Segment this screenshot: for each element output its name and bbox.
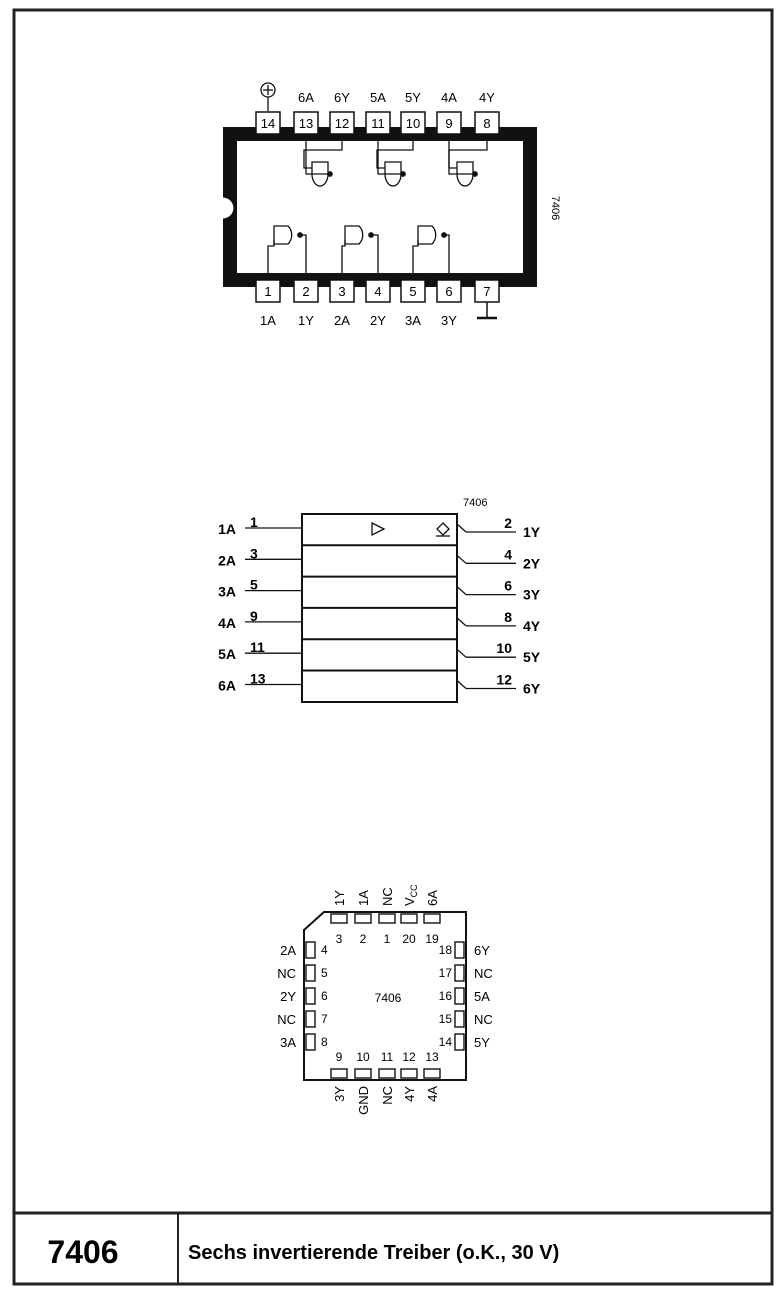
plcc-pin-19 <box>424 914 440 923</box>
dip-pin-label: 5Y <box>405 90 421 105</box>
plcc-pin-number: 16 <box>438 989 452 1003</box>
plcc-pin-label: 2Y <box>280 989 296 1004</box>
plcc-pin-1 <box>379 914 395 923</box>
logic-output-pin-number: 10 <box>496 640 512 657</box>
plcc-pin-number: 12 <box>402 1050 416 1064</box>
plcc-pin-18 <box>455 942 464 958</box>
dip-pin-label: 4A <box>441 90 457 105</box>
plcc-pin-label: 2A <box>280 943 296 958</box>
plcc-pin-8 <box>306 1034 315 1050</box>
dip-pin-number: 4 <box>374 284 382 299</box>
plcc-pin-label: 1A <box>356 890 371 906</box>
plcc-pin-2 <box>355 914 371 923</box>
plcc-pin-6 <box>306 988 315 1004</box>
plcc-pin-number: 10 <box>356 1050 370 1064</box>
inverter-gate-icon <box>345 226 363 244</box>
plcc-part-tag: 7406 <box>374 991 402 1005</box>
dip-pin-label: 2Y <box>370 313 386 328</box>
plcc-pin-label: 3A <box>280 1035 296 1050</box>
footer-title: Sechs invertierende Treiber (o.K., 30 V) <box>188 1242 560 1264</box>
logic-input-label: 6A <box>218 677 236 694</box>
logic-output-pin-number: 12 <box>496 671 512 688</box>
plcc-pin-number: 3 <box>335 932 343 946</box>
plcc-pin-16 <box>455 988 464 1004</box>
dip-pin-number: 14 <box>260 116 276 131</box>
plcc-pin-number: 2 <box>359 932 367 946</box>
dip-pin-number: 12 <box>334 116 350 131</box>
plcc-pin-number: 17 <box>438 966 452 980</box>
plcc-pin-label: 5A <box>474 989 490 1004</box>
plcc-pin-9 <box>331 1069 347 1078</box>
logic-output-label: 5Y <box>523 649 541 666</box>
dip-pin-label: 6Y <box>334 90 350 105</box>
plcc-pin-number: 7 <box>321 1012 328 1026</box>
dip-pin-label: 1Y <box>298 313 314 328</box>
plcc-pin-number: 18 <box>438 943 452 957</box>
plcc-pin-7 <box>306 1011 315 1027</box>
plcc-pin-number: 20 <box>402 932 416 946</box>
logic-output-pin-number: 6 <box>504 577 512 594</box>
buffer-qualifier-icon <box>372 523 384 535</box>
plcc-pin-label: GND <box>356 1086 371 1115</box>
plcc-pin-number: 19 <box>425 932 439 946</box>
dip-pin-number: 11 <box>371 116 385 131</box>
dip-pin-number: 1 <box>264 284 272 299</box>
dip-pin-number: 6 <box>445 284 453 299</box>
logic-input-label: 2A <box>218 552 236 569</box>
plcc-pin-label: NC <box>277 1012 296 1027</box>
dip-pinout-diagram <box>219 83 561 328</box>
plcc-pin-13 <box>424 1069 440 1078</box>
logic-input-label: 1A <box>218 521 236 537</box>
dip-notch-mask <box>219 197 225 219</box>
plcc-pin-number: 13 <box>425 1050 439 1064</box>
plcc-pin-label: NC <box>380 887 395 906</box>
dip-package-body <box>230 134 530 280</box>
inverter-gate-icon <box>274 226 292 244</box>
plcc-pin-label: 6Y <box>474 943 490 958</box>
plcc-pin-number: 14 <box>438 1035 452 1049</box>
plcc-pin-label: 1Y <box>332 890 347 906</box>
plcc-pin-label: NC <box>474 966 493 981</box>
plcc-pin-label: NC <box>474 1012 493 1027</box>
logic-output-label: 4Y <box>523 617 541 634</box>
logic-output-pin-number: 8 <box>504 608 512 625</box>
footer-part-code: 7406 <box>47 1234 119 1270</box>
dip-pin-label: 6A <box>298 90 314 105</box>
plcc-pin-5 <box>306 965 315 981</box>
plcc-pin-number: 1 <box>383 932 391 946</box>
plcc-pin-label: $V_{CC}$ <box>402 884 419 906</box>
plcc-pin-3 <box>331 914 347 923</box>
dip-pin-number: 10 <box>405 116 421 131</box>
logic-output-label: 3Y <box>523 586 541 603</box>
plcc-pin-12 <box>401 1069 417 1078</box>
logic-input-pin-number: 9 <box>250 607 258 624</box>
dip-pin-number: 13 <box>298 116 314 131</box>
plcc-pin-number: 9 <box>335 1050 343 1064</box>
dip-pin-label: 1A <box>260 313 276 328</box>
logic-input-pin-number: 13 <box>250 670 266 687</box>
plcc-pin-4 <box>306 942 315 958</box>
logic-symbol-diagram <box>218 497 541 702</box>
plcc-pin-label: 3Y <box>332 1086 347 1102</box>
dip-pin-number: 5 <box>409 284 417 299</box>
logic-output-pin-number: 4 <box>504 546 512 563</box>
plcc-pin-number: 4 <box>321 943 328 957</box>
logic-input-label: 5A <box>218 646 236 663</box>
plcc-pin-17 <box>455 965 464 981</box>
plcc-pin-number: 11 <box>380 1050 394 1064</box>
dip-pin-number: 3 <box>338 284 346 299</box>
logic-input-pin-number: 5 <box>250 576 258 593</box>
dip-pin-label: 5A <box>370 90 386 105</box>
logic-input-pin-number: 3 <box>250 545 258 562</box>
dip-pin-number: 7 <box>483 284 491 299</box>
plcc-pin-label: 5Y <box>474 1035 490 1050</box>
plcc-pin-10 <box>355 1069 371 1078</box>
logic-output-label: 1Y <box>523 524 541 540</box>
dip-part-tag: 7406 <box>549 195 561 221</box>
logic-input-label: 4A <box>218 614 236 631</box>
footer <box>14 1213 772 1284</box>
plcc-pin-number: 15 <box>438 1012 452 1026</box>
plcc-pin-label: 4A <box>425 1086 440 1102</box>
plcc-pin-number: 6 <box>321 989 328 1003</box>
open-collector-qualifier-icon <box>437 523 449 535</box>
dip-pin-label: 4Y <box>479 90 495 105</box>
logic-input-pin-number: 11 <box>250 639 265 656</box>
plcc-pin-number: 8 <box>321 1035 328 1049</box>
plcc-pin-number: 5 <box>321 966 328 980</box>
logic-input-pin-number: 1 <box>250 514 258 530</box>
logic-input-label: 3A <box>218 583 236 600</box>
dip-pin-number: 8 <box>483 116 491 131</box>
dip-pin-number: 2 <box>302 284 310 299</box>
logic-output-label: 2Y <box>523 555 541 572</box>
plcc-pin-label: NC <box>277 966 296 981</box>
plcc-pin-label: 4Y <box>402 1086 417 1102</box>
dip-pin-label: 2A <box>334 313 350 328</box>
plcc-pin-label: 6A <box>425 890 440 906</box>
plcc-pin-20 <box>401 914 417 923</box>
plcc-pin-15 <box>455 1011 464 1027</box>
plcc-pin-14 <box>455 1034 464 1050</box>
logic-output-pin-number: 2 <box>504 515 512 531</box>
plcc-pin-label: NC <box>380 1086 395 1105</box>
logic-part-tag: 7406 <box>463 497 488 509</box>
inverter-gate-icon <box>418 226 436 244</box>
logic-output-label: 6Y <box>523 680 541 697</box>
dip-pin-number: 9 <box>445 116 453 131</box>
dip-pin-label: 3A <box>405 313 421 328</box>
plcc-pinout-diagram <box>277 884 493 1115</box>
dip-internal-gates <box>268 134 487 280</box>
dip-pin-label: 3Y <box>441 313 457 328</box>
plcc-pin-11 <box>379 1069 395 1078</box>
